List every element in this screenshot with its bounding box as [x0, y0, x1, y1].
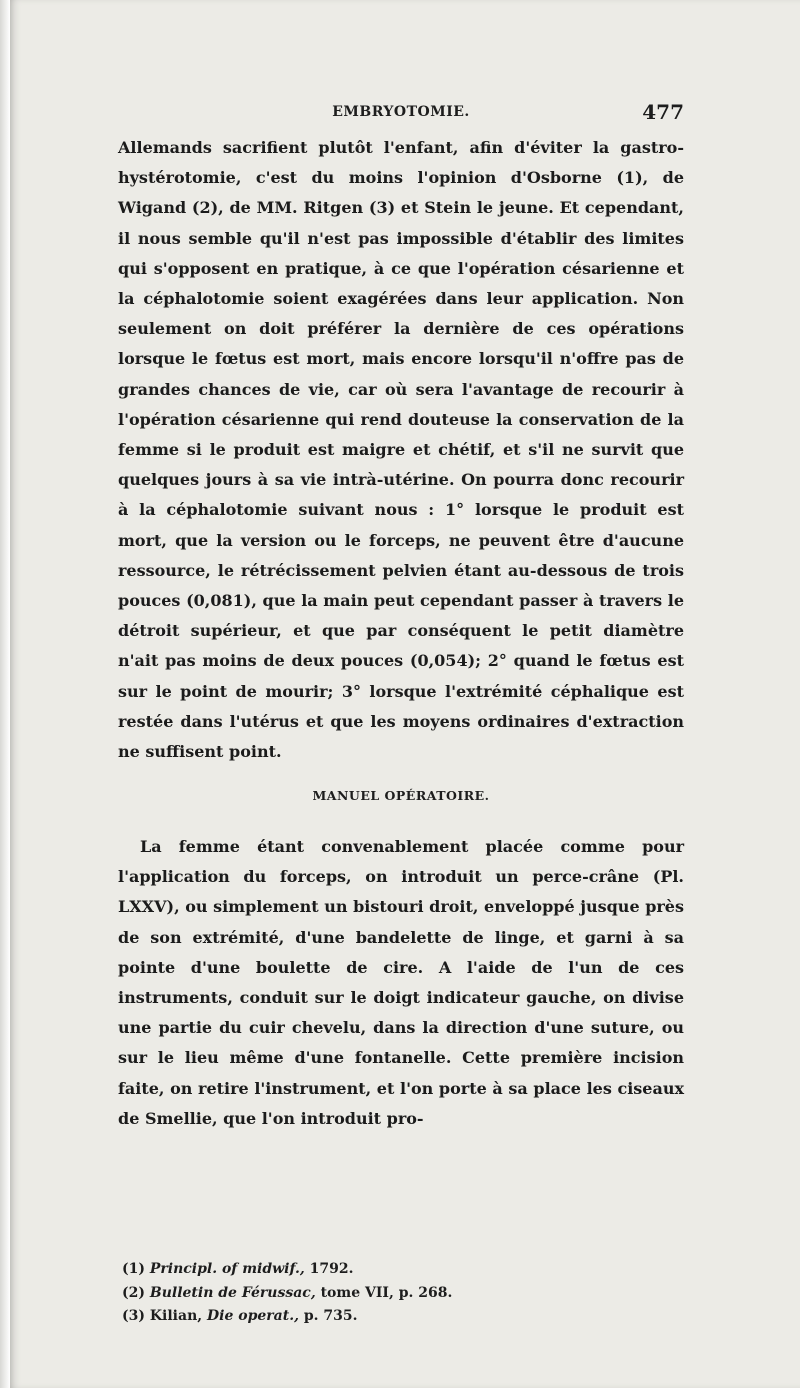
footnote-number: (1) [122, 1261, 145, 1277]
footnote-source: Principl. of midwif., [149, 1261, 305, 1277]
footnotes [122, 1258, 682, 1329]
page-header [118, 100, 684, 128]
running-head: EMBRYOTOMIE. [332, 104, 470, 120]
footnote-author: Kilian, [149, 1308, 203, 1324]
footnote-2 [122, 1282, 682, 1306]
paragraph-2: La femme étant convenablement placée comme pour l'application du forceps, on introduit un perce-crâne (Pl. LXXV), ou simplement un bistouri droit, enveloppé jusque près de son extrémité, d'une bandelette de linge, et garni à sa pointe d'une boulette de cire. A l'aide de l'un de ces instruments, conduit sur le doigt indicateur gauche, on divise une partie du cuir chevelu, dans la direction d'une suture, ou sur le lieu même d'une fontanelle. Cette première incision faite, on retire l'instrument, et l'on porte à sa place les ciseaux de Smellie, que l'on introduit pro- [118, 837, 684, 1128]
book-binding-edge [0, 0, 10, 1388]
footnote-1 [122, 1258, 682, 1282]
footnote-number: (3) [122, 1308, 145, 1324]
paragraph-1: Allemands sacrifient plutôt l'enfant, afin d'éviter la gastro-hystérotomie, c'est du moins l'opinion d'Osborne (1), de Wigand (2), de MM. Ritgen (3) et Stein le jeune. Et cependant, il nous semble qu'il n'est pas impossible d'établir des limites qui s'opposent en pratique, à ce que l'opération césarienne et la céphalotomie soient exagérées dans leur application. Non seulement on doit préférer la dernière de ces opérations lorsque le fœtus est mort, mais encore lorsqu'il n'offre pas de grandes chances de vie, car où sera l'avantage de recourir à l'opération césarienne qui rend douteuse la conservation de la femme si le produit est maigre et chétif, et s'il ne survit que quelques jours à sa vie intrà-utérine. On pourra donc recourir à la céphalotomie suivant nous : 1° lorsque le produit est mort, que la version ou le forceps, ne peuvent être d'aucune ressource, le rétrécissement pelvien étant au-dessous de trois pouces (0,081), que la main peut cependant passer à travers le détroit supérieur, et que par conséquent le petit diamètre n'ait pas moins de deux pouces (0,054); 2° quand le fœtus est sur le point de mourir; 3° lorsque l'extrémité céphalique est restée dans l'utérus et que les moyens ordinaires d'extraction ne suffisent point. [118, 138, 684, 762]
page-number: 477 [642, 100, 684, 124]
footnote-source: Die operat., [207, 1308, 299, 1324]
footnote-detail: p. 735. [303, 1308, 358, 1324]
footnote-3 [122, 1305, 682, 1329]
footnote-detail: 1792. [309, 1261, 354, 1277]
section-title: MANUEL OPÉRATOIRE. [312, 788, 490, 803]
footnote-detail: tome VII, p. 268. [320, 1284, 453, 1301]
footnote-source: Bulletin de Férussac, [149, 1284, 316, 1301]
footnote-number: (2) [122, 1284, 145, 1301]
